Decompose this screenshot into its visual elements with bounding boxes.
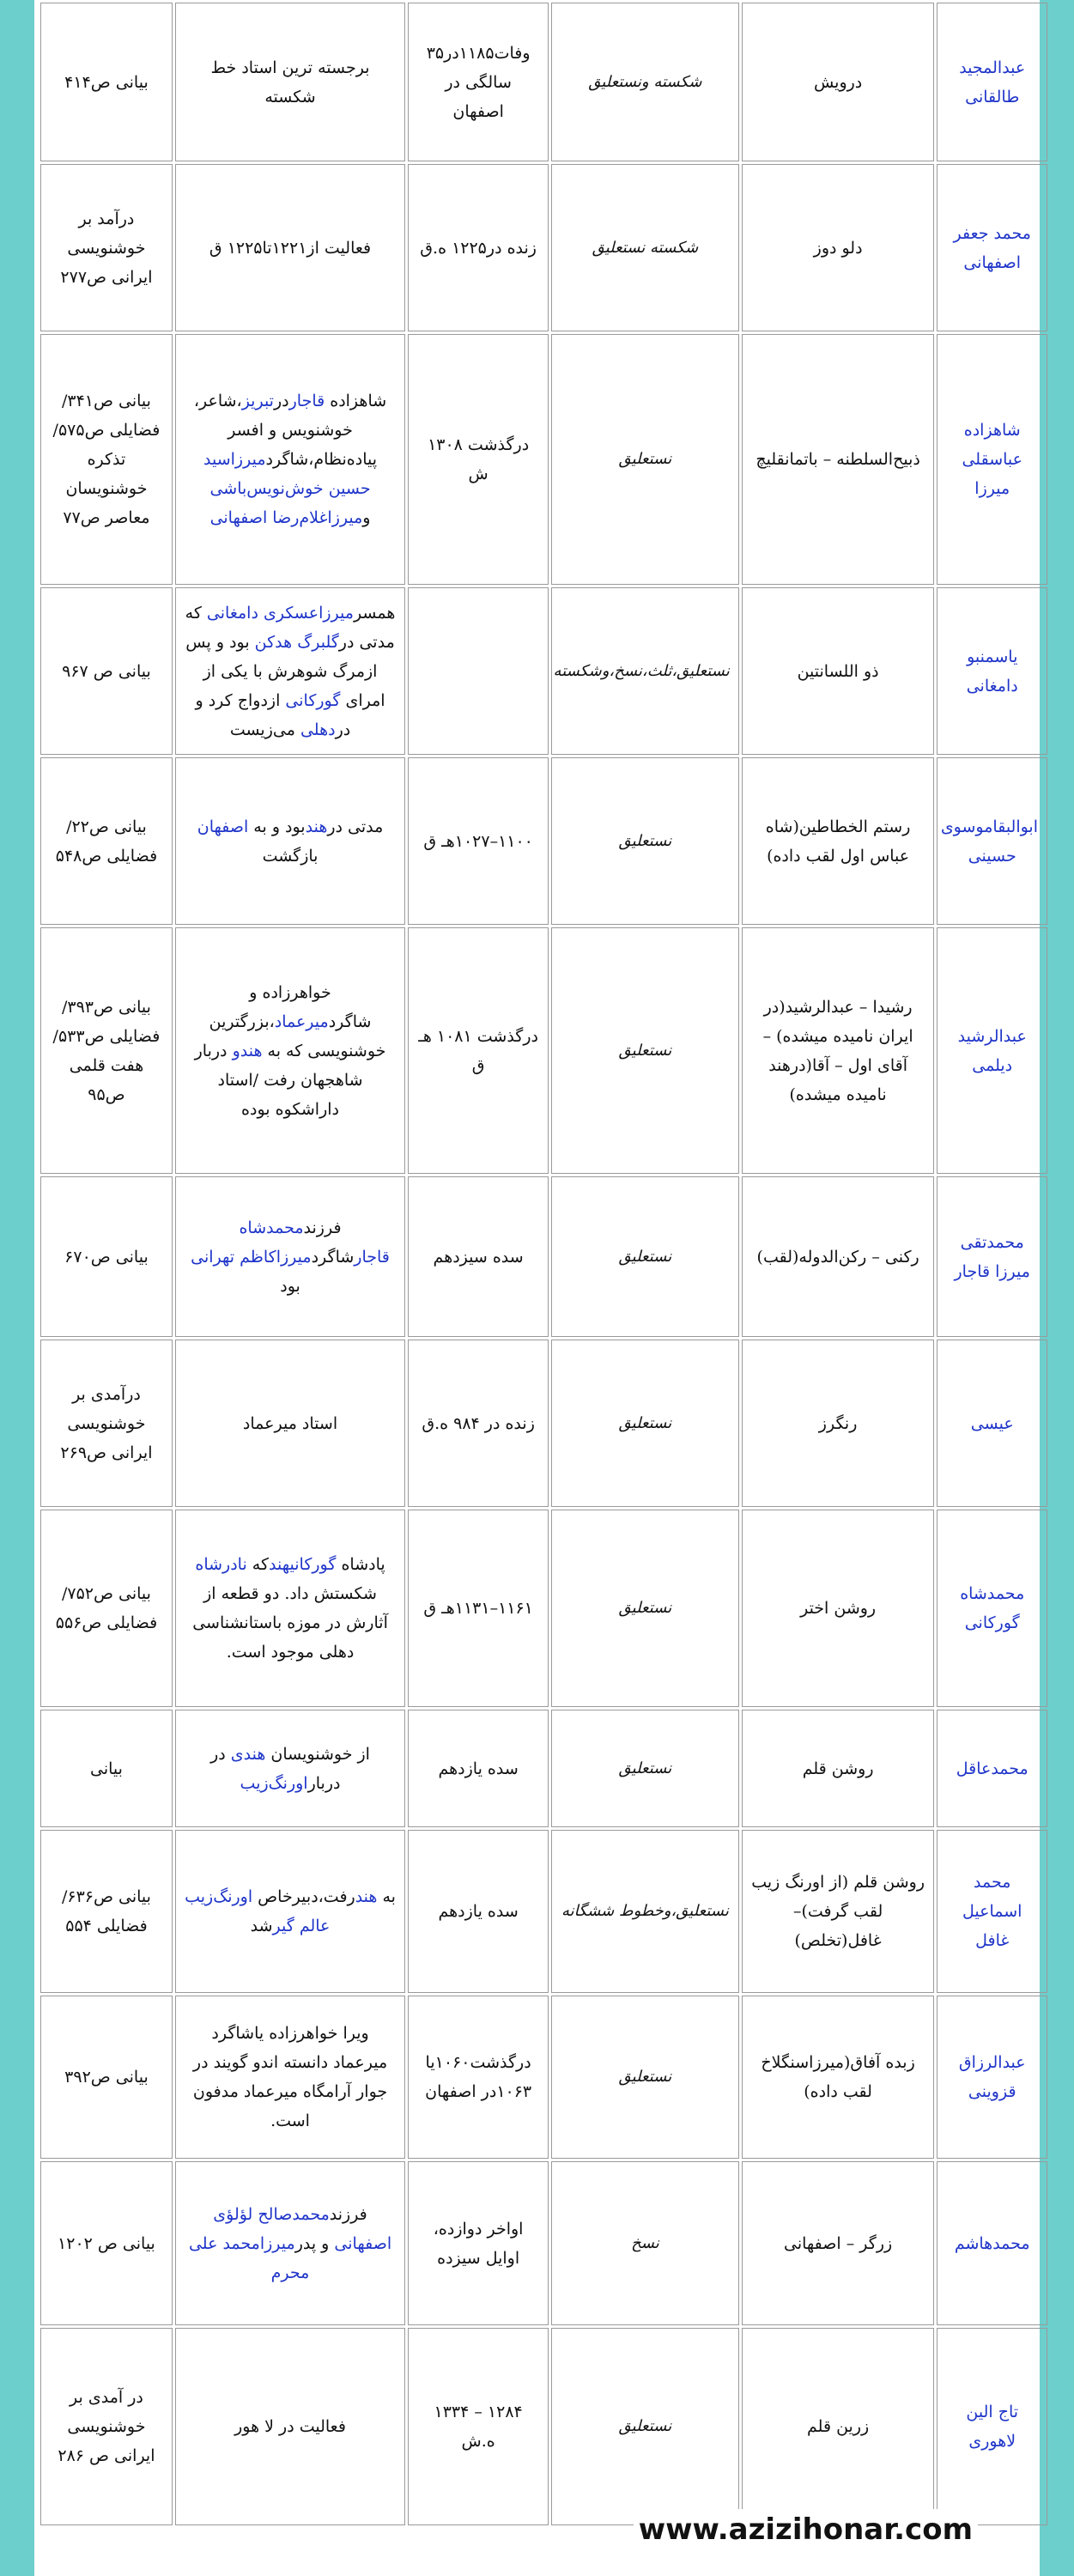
date-cell: وفات۱۱۸۵در۳۵ سالگی در اصفهان <box>408 3 549 161</box>
alias-cell: رنگرز <box>742 1340 935 1507</box>
description-cell <box>175 1830 405 1993</box>
script-cell: نستعلیق <box>551 1996 739 2159</box>
table-row <box>40 587 1047 755</box>
description-cell <box>175 1340 405 1507</box>
text-segment: ،بزرگترین خوشنویسی که به <box>209 1012 386 1060</box>
text-segment: و <box>362 508 371 527</box>
name-cell: عبدالرزاق قزوینی <box>937 1996 1047 2159</box>
text-segment: استاد میرعماد <box>242 1413 338 1433</box>
text-segment: فرزند <box>329 2204 367 2224</box>
name-cell: شاهزاده عباسقلی میرزا <box>937 334 1047 585</box>
table-row <box>40 1830 1047 1993</box>
link-text[interactable]: هندی <box>230 1744 266 1764</box>
alias-cell: ذبیح‌السلطنه – باتمانقلیچ <box>742 334 935 585</box>
alias-cell: رستم الخطاطین(شاه عباس اول لقب داده) <box>742 757 935 925</box>
name-cell: محمدتقی میرزا قاجار <box>937 1176 1047 1337</box>
date-cell: ۱۲۸۴ – ۱۳۳۴ ه.ش <box>408 2328 549 2525</box>
date-cell: اواخر دوازده، اوایل سیزده <box>408 2161 549 2325</box>
name-cell: محمد جعفر اصفهانی <box>937 164 1047 331</box>
link-text[interactable]: هند <box>355 1887 378 1906</box>
text-segment: شد <box>250 1917 273 1935</box>
name-cell: محمدهاشم <box>937 2161 1047 2325</box>
source-cell: در آمدی بر خوشنویسی ایرانی ص ۲۸۶ <box>40 2328 173 2525</box>
description-cell <box>175 1176 405 1337</box>
link-text[interactable]: اورنگ‌زیب عالم گیر <box>185 1887 331 1935</box>
table-row <box>40 164 1047 331</box>
name-cell: ابوالبقاموسوی حسینی <box>937 757 1047 925</box>
text-segment: مدتی در <box>327 817 384 836</box>
text-segment: که <box>246 1555 270 1574</box>
link-text[interactable]: نادرشاه <box>195 1555 247 1574</box>
text-segment: بود و پس ازمرگ شوهرش با یکی از امرای <box>185 632 385 710</box>
source-cell: بیانی ص ۱۲۰۲ <box>40 2161 173 2325</box>
script-cell: نستعلیق <box>551 757 739 925</box>
date-cell: زنده در ۹۸۴ ه.ق <box>408 1340 549 1507</box>
date-cell: درگذشت ۱۳۰۸ ش <box>408 334 549 585</box>
text-segment: شاگرد <box>311 1247 355 1267</box>
link-text[interactable]: گورکانی <box>289 1555 337 1574</box>
script-cell: نستعلیق،ثلث،نسخ،وشکسته <box>551 587 739 755</box>
link-text[interactable]: تبریز <box>241 392 274 410</box>
description-cell <box>175 2328 405 2525</box>
table-row <box>40 1710 1047 1827</box>
calligraphers-table <box>38 0 1050 2528</box>
description-cell <box>175 2161 405 2325</box>
page <box>34 0 1040 2576</box>
alias-cell: روشن اختر <box>742 1510 935 1707</box>
script-cell: شکسته نستعلیق <box>551 164 739 331</box>
text-segment: بود و به <box>248 817 306 836</box>
table-row <box>40 3 1047 161</box>
name-cell: عبدالرشید دیلمی <box>937 927 1047 1174</box>
link-text[interactable]: میرزاعسکری دامغانی <box>206 603 354 623</box>
alias-cell: درویش <box>742 3 935 161</box>
date-cell <box>408 587 549 755</box>
name-cell: تاج الین لاهوری <box>937 2328 1047 2525</box>
text-segment: شاهزاده <box>325 392 387 410</box>
text-segment: خواهرزاده و شاگرد <box>249 982 372 1031</box>
source-cell: بیانی ص۴۱۴ <box>40 3 173 161</box>
text-segment: فعالیت از۱۲۲۱تا۱۲۲۵ ق <box>209 238 372 258</box>
name-cell: عبدالمجید طالقانی <box>937 3 1047 161</box>
description-cell <box>175 1710 405 1827</box>
alias-cell: ذو اللسانتین <box>742 587 935 755</box>
text-segment: و پدر <box>294 2233 335 2253</box>
table-row <box>40 1996 1047 2159</box>
script-cell: نسخ <box>551 2161 739 2325</box>
link-text[interactable]: میرزامحمد علی محرم <box>188 2233 310 2282</box>
text-segment: رفت،دبیرخاص <box>252 1887 355 1906</box>
link-text[interactable]: اورنگ‌زیب <box>240 1773 308 1793</box>
script-cell: نستعلیق <box>551 1710 739 1827</box>
date-cell: سده یازدهم <box>408 1710 549 1827</box>
source-cell: درآمد بر خوشنویسی ایرانی ص۲۷۷ <box>40 164 173 331</box>
description-cell <box>175 3 405 161</box>
table-row <box>40 2328 1047 2525</box>
text-segment: بازگشت <box>262 846 319 866</box>
description-cell <box>175 757 405 925</box>
link-text[interactable]: میرعماد <box>274 1012 329 1031</box>
source-cell: بیانی <box>40 1710 173 1827</box>
table-row <box>40 927 1047 1174</box>
text-segment: ازدواج کرد و در <box>195 690 351 739</box>
link-text[interactable]: محمدصالح لؤلؤی اصفهانی <box>213 2204 392 2253</box>
source-cell: بیانی ص۳۴۱/ فضایلی ص۵۷۵/ تذکره خوشنویسان معاصر ص۷۷ <box>40 334 173 585</box>
table-row <box>40 1510 1047 1707</box>
text-segment: فعالیت در لا هور <box>234 2417 346 2436</box>
source-cell: بیانی ص۳۹۳/ فضایلی ص۵۳۳/ هفت قلمی ص۹۵ <box>40 927 173 1174</box>
name-cell: محمدعاقل <box>937 1710 1047 1827</box>
text-segment: دربار شاهجهان رفت /استاد داراشکوه بوده <box>194 1041 363 1119</box>
script-cell: نستعلیق <box>551 2328 739 2525</box>
text-segment: بود <box>280 1276 300 1296</box>
script-cell: نستعلیق،وخطوط ششگانه <box>551 1830 739 1993</box>
source-cell: بیانی ص ۹۶۷ <box>40 587 173 755</box>
alias-cell: رشیدا – عبدالرشید(در ایران نامیده میشده) – آقای اول – آقا(درهند نامیده میشده) <box>742 927 935 1174</box>
table-row <box>40 2161 1047 2325</box>
description-cell <box>175 164 405 331</box>
link-text[interactable]: میرزاسید حسین خوش‌نویس‌باشی <box>203 450 371 498</box>
source-cell: بیانی ص۶۷۰ <box>40 1176 173 1337</box>
description-cell <box>175 587 405 755</box>
source-cell: بیانی ص۲۲/فضایلی ص۵۴۸ <box>40 757 173 925</box>
script-cell: نستعلیق <box>551 1176 739 1337</box>
date-cell: سده سیزدهم <box>408 1176 549 1337</box>
alias-cell: دلو دوز <box>742 164 935 331</box>
script-cell: نستعلیق <box>551 1340 739 1507</box>
name-cell: محمدشاه گورکانی <box>937 1510 1047 1707</box>
text-segment: در <box>273 392 289 410</box>
link-text[interactable]: محمدشاه قاجار <box>239 1218 390 1267</box>
description-cell <box>175 334 405 585</box>
source-cell: بیانی ص۳۹۲ <box>40 1996 173 2159</box>
text-segment: شکستش داد. دو قطعه از آثارش در موزه باستانشناسی دهلی موجود است. <box>192 1584 388 1662</box>
text-segment: می‌زیست <box>229 720 300 739</box>
description-cell <box>175 927 405 1174</box>
link-text[interactable]: قاجار <box>288 392 325 410</box>
name-cell: یاسمنبو دامغانی <box>937 587 1047 755</box>
date-cell: ۱۱۰۰–۱۰۲۷هـ ق <box>408 757 549 925</box>
link-text[interactable]: هدکن <box>254 632 293 652</box>
alias-cell: روشن قلم <box>742 1710 935 1827</box>
alias-cell: روشن قلم (از اورنگ زیب لقب گرفت)– غافل(تخلص) <box>742 1830 935 1993</box>
text-segment: به <box>377 1887 396 1906</box>
description-cell <box>175 1510 405 1707</box>
link-text[interactable]: میرزاکاظم تهرانی <box>191 1247 312 1267</box>
site-watermark: www.azizihonar.com <box>634 2509 978 2550</box>
link-text[interactable]: گلبرگ <box>297 632 339 652</box>
table-body <box>40 3 1047 2525</box>
date-cell: سده یازدهم <box>408 1830 549 1993</box>
name-cell: محمد اسماعیل غافل <box>937 1830 1047 1993</box>
text-segment: پادشاه <box>336 1555 385 1574</box>
text-segment: ویرا خواهرزاده یاشاگرد میرعماد دانسته اندو گویند در جوار آرامگاه میرعماد مدفون است. <box>192 2024 388 2130</box>
date-cell: ۱۱۶۱–۱۱۳۱هـ ق <box>408 1510 549 1707</box>
alias-cell: زبده آفاق(میرزاسنگلاخ لقب داده) <box>742 1996 935 2159</box>
description-cell <box>175 1996 405 2159</box>
text-segment: که مدتی در <box>185 603 395 652</box>
link-text[interactable]: گورکانی <box>285 690 341 710</box>
link-text[interactable]: هندو <box>232 1041 263 1060</box>
link-text[interactable]: دهلی <box>300 720 336 739</box>
text-segment: در دربار <box>210 1744 341 1793</box>
text-segment: همسر <box>353 603 396 623</box>
source-cell: بیانی ص۷۵۲/ فضایلی ص۵۵۶ <box>40 1510 173 1707</box>
link-text[interactable]: هند <box>305 817 328 836</box>
table-row <box>40 757 1047 925</box>
link-text[interactable]: هند <box>269 1555 290 1574</box>
name-cell: عیسی <box>937 1340 1047 1507</box>
alias-cell: زرین قلم <box>742 2328 935 2525</box>
link-text[interactable]: اصفهان <box>197 817 249 836</box>
date-cell: درگذشت۱۰۶۰یا ۱۰۶۳در اصفهان <box>408 1996 549 2159</box>
table-row <box>40 1340 1047 1507</box>
text-segment: ،شاعر، خوشنویس و افسر پیاده‌نظام،شاگرد <box>193 392 377 469</box>
text-segment: فرزند <box>303 1218 342 1237</box>
text-segment: از خوشنویسان <box>265 1744 370 1764</box>
source-cell: درآمدی بر خوشنویسی ایرانی ص۲۶۹ <box>40 1340 173 1507</box>
date-cell: درگذشت ۱۰۸۱ هـ ق <box>408 927 549 1174</box>
script-cell: نستعلیق <box>551 334 739 585</box>
alias-cell: زرگر – اصفهانی <box>742 2161 935 2325</box>
date-cell: زنده در۱۲۲۵ ه.ق <box>408 164 549 331</box>
table-row <box>40 1176 1047 1337</box>
script-cell: نستعلیق <box>551 1510 739 1707</box>
link-text[interactable]: میرزاغلام‌رضا اصفهانی <box>209 508 363 527</box>
source-cell: بیانی ص۶۳۶/ فضایلی ۵۵۴ <box>40 1830 173 1993</box>
script-cell: نستعلیق <box>551 927 739 1174</box>
alias-cell: رکنی – رکن‌الدوله(لقب) <box>742 1176 935 1337</box>
table-row <box>40 334 1047 585</box>
text-segment: برجسته ترین استاد خط شکسته <box>210 58 370 106</box>
script-cell: شکسته ونستعلیق <box>551 3 739 161</box>
